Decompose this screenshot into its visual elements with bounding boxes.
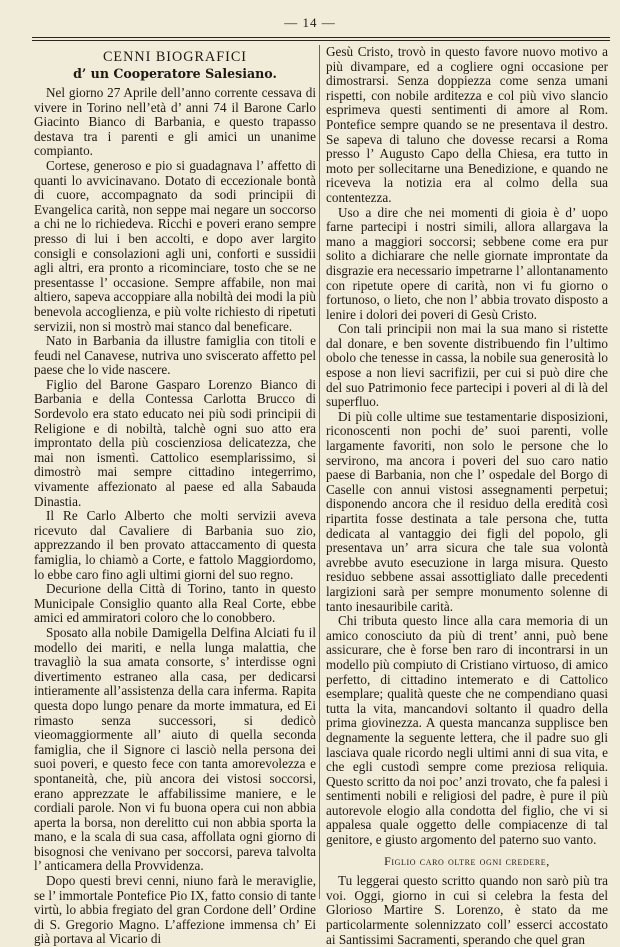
article-subtitle: d’ un Cooperatore Salesiano.: [73, 66, 277, 81]
article-title: CENNI BIOGRAFICI: [102, 49, 248, 65]
column-divider: [319, 45, 320, 899]
header-rule-thin: [32, 40, 610, 41]
paragraph: Chi tributa questo lince alla cara memoria di un amico conosciuto da più di trent’ anni, può bene assicurare, che è forse ben raro di incontrarsi in un modello più compiuto di Cristiano virtuoso, di amico perfetto, di cittadino intemerato e di Cattolico esemplare; qualità queste che ne compendiano quasi tutta la vita, mancandovi soltanto il quadro della prima giovinezza. A questa mancanza supplisce ben degnamente la seguente lettera, che il padre suo gli lasciava quale ricordo negli ultimi anni di sua vita, e che egli custodì sempre come preziosa reliquia. Questo scritto da noi poc’ anzi trovato, che fa palesi i sentimenti nobili e religiosi del padre, è pure il più autorevole elogio alla condotta del figlio, che vi si appalesa quale oggetto delle compiacenze di tal genitore, e giusto argomento del paterno suo vanto.: [326, 613, 608, 848]
paragraph: Nel giorno 27 Aprile dell’anno corrente cessava di vivere in Torino nell’età d’ anni 74 il Barone Carlo Giacinto Bianco di Barbania, e questo trapasso destava tra i parenti e gli amici un unanime compianto.: [34, 85, 316, 159]
paragraph: Cortese, generoso e pio si guadagnava l’ affetto di quanti lo avvicinavano. Dotato di eccezionale bontà di cuore, accompagnato da sodi principii di Evangelica carità, non seppe mai negare un soccorso a chi ne lo richiedeva. Ricchi e poveri erano sempre presso di lui i ben accolti, e dopo aver largito consigli e consolazioni agli uni, conforti e sussidii agli altri, era pronto a ricominciare, tosto che se ne presentasse l’ occasione. Sempre affabile, non mai altiero, sapeva accoppiare alla nobiltà dei modi la più benevola accoglienza, e più volte richiesto di ripetuti servizii, non si mostrò mai stanco dal beneficare.: [34, 157, 316, 334]
paragraph: Con tali principii non mai la sua mano si ristette dal donare, e ben sovente distribuendo fin l’ultimo obolo che tenesse in cassa, la nobile sua generosità lo espose a non lievi sacrifizii, per cui si può dire che del suo Patrimonio fece partecipi i poveri al di là del superfluo.: [326, 321, 608, 410]
paragraph: Di più colle ultime sue testamentarie disposizioni, riconoscenti non pochi de’ suoi parenti, volle largamente favoriti, non solo le persone che lo servirono, ma ancora i poveri del suo caro natio paese di Barbania, non che l’ ospedale del Borgo di Caselle con annui vistosi assegnamenti perpetui; disponendo ancora che il residuo della eredità così ripartita fosse destinata a tale persona che, tutta dedicata al vantaggio dei figli del popolo, gli presentava un’ arra sicura che tale sua volontà avrebbe avuto esecuzione in larga misura. Questo residuo sebbene assai assottigliato dalle precedenti largizioni sarà per sempre monumento solenne di tanto inesauribile carità.: [326, 408, 608, 614]
paragraph: Sposato alla nobile Damigella Delfina Alciati fu il modello dei mariti, e nella lunga malattia, che travagliò la sua amata consorte, s’ interdisse ogni divertimento estraneo alla casa, per dedicarsi intieramente all’assistenza della cara inferma. Rapita questa dopo lungo penare da morte immatura, ed Ei rimasto senza successori, si dedicò vieomaggiormente all’ aiuto di quella seconda famiglia, che il Signore ci lasciò nella persona dei suoi poveri, e questo fece con tanta amorevolezza e spontaneità, che, più ancora dei vistosi soccorsi, erano apprezzate le affabilissime maniere, e le cordiali parole. Non vi fu buona opera cui non abbia aperta la borsa, non derelitto cui non abbia sporta la mano, e la scala di sua casa, affollata ogni giorno di bisognosi che venivano per soccorsi, pareva talvolta l’ anticamera della Provvidenza.: [34, 624, 316, 874]
paragraph: Figlio del Barone Gasparo Lorenzo Bianco di Barbania e della Contessa Carlotta Brucco di Sordevolo era stato educato nei più sodi principii di Religione e di nobiltà, talchè ogni suo atto era improntato della più coscienziosa delicatezza, che mai non ismentì. Cattolico esemplarissimo, si dimostrò mai sempre cittadino integerrimo, vivamente affezionato al paese ed alla Sabauda Dinastia.: [34, 376, 316, 509]
letter-heading: Figlio caro oltre ogni credere,: [384, 853, 550, 868]
page-number: — 14 —: [284, 15, 336, 30]
letter-paragraph: Tu leggerai questo scritto quando non sarò più tra voi. Oggi, giorno in cui si celebra la festa del Glorioso Martire S. Lorenzo, è stato da me particolarmente solennizzato coll’ esserci accostato ai Santissimi Sacramenti, sperando che quel gran: [326, 873, 608, 947]
right-column: [326, 44, 608, 947]
paragraph: Decurione della Città di Torino, tanto in questo Municipale Consiglio quanto alla Real Corte, ebbe amici ed ammiratori coloro che lo conobbero.: [34, 581, 316, 626]
paragraph: Nato in Barbania da illustre famiglia con titoli e feudi nel Canavese, nutriva uno sviscerato affetto pel paese che lo vide nascere.: [34, 333, 316, 378]
paragraph: Uso a dire che nei momenti di gioia è d’ uopo farne partecipi i nostri simili, allora allargava la mano a maggiori soccorsi; sebbene come era pur solito a dichiarare che nelle giornate improntate da disgrazie era necessario impetrarne l’ allontanamento con ripetute opere di carità, non vi fu giorno o fortunoso, o lieto, che non l’ abbia trovato disposto a lenire i dolori dei poveri di Gesù Cristo.: [326, 204, 608, 322]
header-rule: [32, 37, 610, 38]
paragraph: Gesù Cristo, trovò in questo favore nuovo motivo a più divampare, ed a cogliere ogni occasione per dimostrarsi. Senza doppiezza come senza umani rispetti, con nobile arditezza e col più vivo slancio esprimeva questi sentimenti di amore al Rom. Pontefice sempre quando se ne presentava il destro. Se sapeva di taluno che dovesse recarsi a Roma presso l’ Augusto Capo della Chiesa, era tutto in moto per sollecitarne una Benedizione, e quando ne riceveva la notizia era al colmo della sua contentezza.: [326, 44, 608, 205]
paragraph: Il Re Carlo Alberto che molti servizii aveva ricevuto dal Cavaliere di Barbania suo zio, apprezzando il ben provato attaccamento di questa famiglia, lo chiamò a Corte, e fattolo Maggiordomo, lo ebbe caro fino agli ultimi giorni del suo regno.: [34, 508, 316, 582]
paragraph: Dopo questi brevi cenni, niuno farà le meraviglie, se l’ immortale Pontefice Pio IX, fatto consio di tante virtù, lo abbia fregiato del gran Cordone dell’ Ordine di S. Gregorio Magno. L’affezione immensa ch’ Ei già portava al Vicario di: [34, 873, 316, 947]
left-column: [34, 45, 316, 947]
